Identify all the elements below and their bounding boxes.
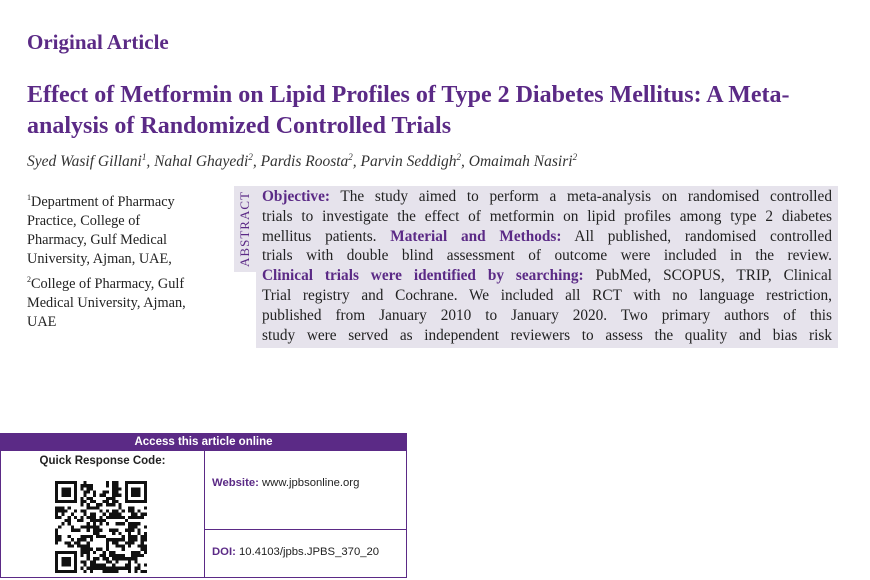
objective-label: Objective: [262, 188, 330, 205]
affiliation-line: Medical University, Ajman, [27, 294, 186, 311]
affiliation-mark: 2 [27, 274, 31, 284]
website-label: Website: [212, 477, 259, 489]
qr-code-icon[interactable] [55, 481, 147, 573]
author-name: Pardis Roosta [260, 153, 349, 171]
doi-link[interactable]: 10.4103/jpbs.JPBS_370_20 [239, 546, 380, 558]
affiliation-line: University, Ajman, UAE, [27, 251, 172, 268]
abstract-line: trials to investigate the effect of metformin on lipid profiles among type 2 diabetes [262, 207, 832, 225]
title-line: analysis of Randomized Controlled Trials [27, 113, 452, 139]
abstract-line: mellitus patients. Material and Methods: All published, randomised controlled [262, 227, 832, 245]
affiliations [27, 188, 232, 332]
abstract-line: Trial registry and Cochrane. We included all RCT with no language restriction, [262, 286, 832, 304]
author-affiliation-mark: 2 [572, 152, 578, 162]
abstract-line: Objective: The study aimed to perform a meta-analysis on randomised controlled [262, 188, 832, 205]
affiliation-line: $^2$College of Pharmacy, Gulf [27, 274, 185, 292]
doi-cell [205, 530, 406, 577]
affiliation-line: Pharmacy, Gulf Medical [27, 232, 168, 249]
abstract-line: published from January 2010 to January 2020. Two primary authors of this [262, 306, 832, 324]
author-name: Syed Wasif Gillani [27, 153, 142, 171]
author-name: Omaimah Nasiri [468, 153, 573, 171]
affiliation-line: Practice, College of [27, 212, 141, 229]
website-line [212, 477, 359, 489]
website-link[interactable]: www.jpbsonline.org [262, 477, 360, 489]
author-name: Parvin Seddigh [360, 153, 457, 171]
author-affiliation-mark: 2 [348, 152, 353, 162]
abstract-body [256, 186, 838, 348]
website-cell [205, 451, 406, 530]
author-affiliation-mark: 2 [456, 152, 462, 162]
abstract-line: trials with double blind assessment of outcome were included in the review. [262, 247, 832, 265]
abstract-tab-label: ABSTRACT [237, 191, 252, 267]
doi-label: DOI: [212, 546, 236, 558]
affiliation-line: UAE [27, 313, 57, 330]
methods-label: Material and Methods: [390, 227, 562, 245]
abstract-line: Clinical trials were identified by searching: PubMed, SCOPUS, TRIP, Clinical [262, 267, 833, 285]
article-title [27, 80, 847, 142]
article-type-heading: Original Article [27, 30, 169, 54]
access-article-box [0, 433, 407, 578]
qr-label: Quick Response Code: [39, 455, 166, 467]
author-affiliation-mark: 1 [141, 152, 147, 162]
affiliation-line: $^1$Department of Pharmacy [27, 193, 175, 210]
author-list: Syed Wasif Gillani$^1$, Nahal Ghayedi$^2$, Pardis Roosta$^2$, Parvin Seddigh$^2$, Omaimah Nasiri$^2$ [27, 152, 578, 171]
author-affiliation-mark: 2 [248, 152, 253, 162]
author-name: Nahal Ghayedi [154, 153, 249, 171]
qr-cell [1, 451, 205, 577]
search-label: Clinical trials were identified by searching: [262, 267, 584, 285]
abstract-tab [234, 186, 256, 272]
affiliation-mark: 1 [27, 193, 31, 202]
title-line: Effect of Metformin on Lipid Profiles of Type 2 Diabetes Mellitus: A Meta- [27, 82, 790, 108]
doi-line [212, 546, 379, 558]
access-box-header: Access this article online [1, 434, 406, 451]
abstract-line: study were served as independent reviewers to assess the quality and bias risk [262, 326, 832, 344]
